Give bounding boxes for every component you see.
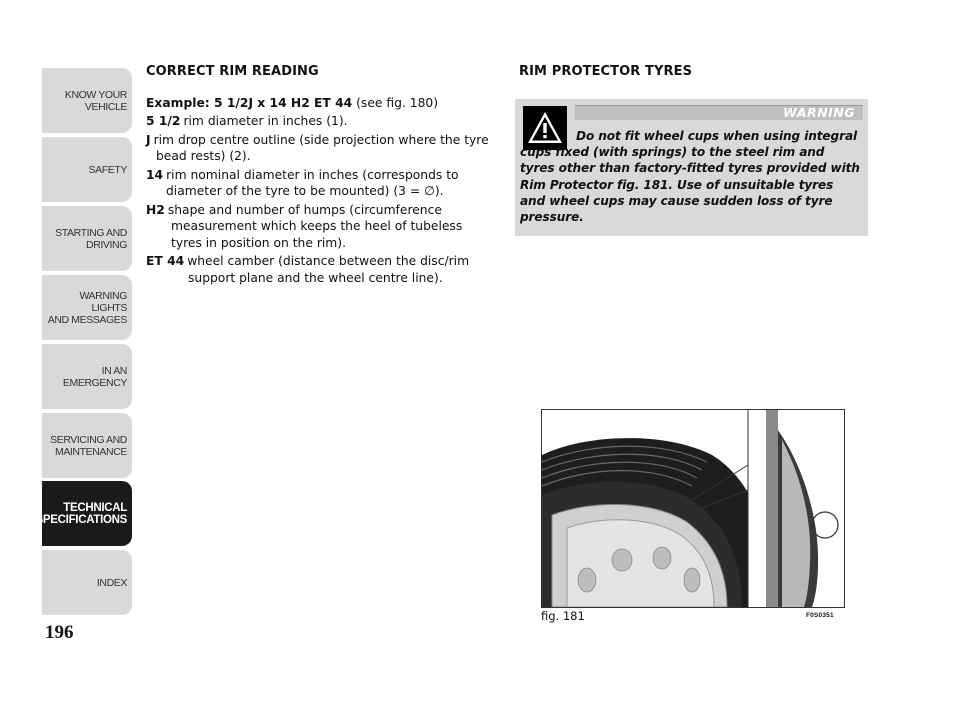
item-text: wheel camber (distance between the disc/rim support plane and the wheel centre line).: [187, 254, 470, 285]
figure-code: F0S0351: [806, 612, 834, 619]
item-code: H2: [146, 202, 165, 217]
item-code: ET 44: [146, 254, 185, 268]
item-code: J: [146, 132, 151, 147]
section-heading: CORRECT RIM READING: [146, 64, 319, 79]
rim-protector-section: [519, 64, 868, 93]
section-heading: RIM PROTECTOR TYRES: [519, 64, 693, 79]
item-code: 5 1/2: [146, 114, 181, 128]
list-item: [146, 253, 496, 286]
warning-title: WARNING: [783, 105, 855, 120]
tab-know-your-vehicle[interactable]: KNOW YOUR VEHICLE: [42, 68, 132, 133]
tab-safety[interactable]: SAFETY: [42, 137, 132, 202]
item-text: rim diameter in inches (1).: [183, 114, 348, 128]
warning-title-bar: [575, 105, 863, 120]
correct-rim-reading-section: [146, 64, 496, 288]
tab-warning-lights[interactable]: WARNING LIGHTS AND MESSAGES: [42, 275, 132, 340]
example-ref: (see fig. 180): [352, 95, 439, 110]
item-text: rim nominal diameter in inches (corresponds to diameter of the tyre to be mounted) (3 = ∅).: [166, 167, 459, 198]
list-item: [146, 132, 496, 165]
tab-technical-specifications[interactable]: TECHNICAL SPECIFICATIONS: [42, 481, 132, 546]
tyre-illustration: [542, 410, 844, 607]
tab-index[interactable]: INDEX: [42, 550, 132, 615]
figure-caption: fig. 181: [541, 609, 585, 623]
example-label: Example: 5 1/2J x 14 H2 ET 44: [146, 95, 353, 110]
tab-in-an-emergency[interactable]: IN AN EMERGENCY: [42, 344, 132, 409]
page-number: 196: [45, 622, 74, 643]
list-item: [146, 113, 496, 130]
tab-servicing-and-maintenance[interactable]: SERVICING AND MAINTENANCE: [42, 413, 132, 478]
example-line: [146, 95, 496, 112]
tab-starting-and-driving[interactable]: STARTING AND DRIVING: [42, 206, 132, 271]
warning-text: Do not fit wheel cups when using integral cups fixed (with springs) to the steel rim and tyres other than factory-fitted tyres provided with Rim Protector fig. 181. Use of unsuitable tyres and wheel cups may cause sudden loss of tyre pressure.: [520, 129, 860, 225]
warning-box: [515, 99, 868, 236]
item-text: rim drop centre outline (side projection where the tyre bead rests) (2).: [153, 132, 489, 163]
figure-rim-protector-tyre: [541, 409, 845, 608]
list-item: [146, 167, 496, 200]
item-code: 14: [146, 167, 164, 182]
item-text: shape and number of humps (circumference measurement which keeps the heel of tubeless tyres in position on the rim).: [167, 202, 463, 250]
list-item: [146, 202, 496, 252]
